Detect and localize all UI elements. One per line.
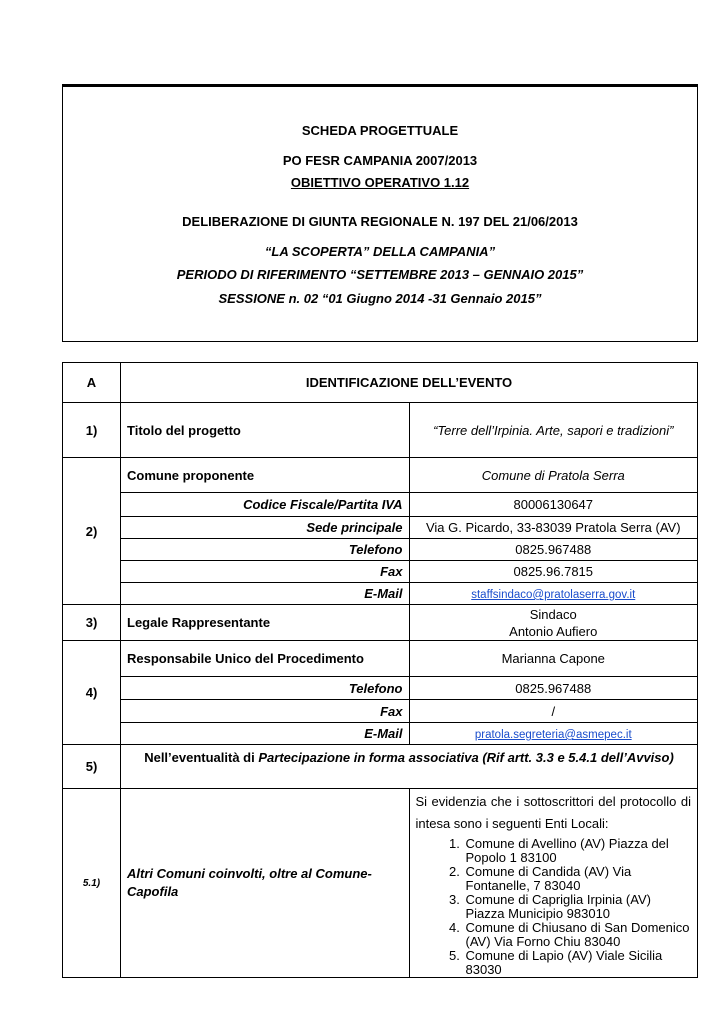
row-fax: [63, 561, 698, 583]
legale-label: Legale Rappresentante: [121, 605, 410, 641]
email-label: E-Mail: [121, 583, 410, 605]
list-item: 3. Comune di Capriglia Irpinia (AV) Piazza Municipio 983010: [464, 893, 692, 921]
row-number: 3): [63, 605, 121, 641]
legale-role: Sindaco: [529, 606, 577, 622]
sede-label: Sede principale: [121, 517, 410, 539]
sede-value: Via G. Picardo, 33-83039 Pratola Serra (AV): [409, 517, 698, 539]
altri-comuni-label: Altri Comuni coinvolti, oltre al Comune-Capofila: [121, 789, 410, 978]
row-number: 4): [63, 641, 121, 745]
row-number: 2): [63, 458, 121, 605]
telefono-label: Telefono: [121, 677, 410, 700]
telefono-label: Telefono: [121, 539, 410, 561]
email-label: E-Mail: [121, 723, 410, 745]
event-name: “LA SCOPERTA” DELLA CAMPANIA”: [264, 244, 496, 259]
telefono-value: 0825.967488: [409, 677, 698, 700]
list-item: 2. Comune di Candida (AV) Via Fontanelle, 7 83040: [464, 865, 692, 893]
section-title: IDENTIFICAZIONE DELL’EVENTO: [121, 363, 698, 403]
program-title: PO FESR CAMPANIA 2007/2013: [282, 153, 478, 168]
associativa-text: Nell’eventualità di Partecipazione in forma associativa (Rif artt. 3.3 e 5.4.1 dell’Avviso): [121, 745, 698, 789]
list-item: 4. Comune di Chiusano di San Domenico (AV) Via Forno Chiu 83040: [464, 921, 692, 949]
titolo-label: Titolo del progetto: [121, 403, 410, 458]
row-email: [63, 723, 698, 745]
altri-comuni-value: [409, 789, 698, 978]
responsabile-label: Responsabile Unico del Procedimento: [121, 641, 410, 677]
row-number: 5.1): [63, 789, 121, 978]
objective-title: OBIETTIVO OPERATIVO 1.12: [290, 175, 470, 190]
fax-value: /: [409, 700, 698, 723]
titolo-value: “Terre dell’Irpinia. Arte, sapori e tradizioni”: [409, 403, 698, 458]
row-telefono: [63, 677, 698, 700]
deliberation-title: DELIBERAZIONE DI GIUNTA REGIONALE N. 197 DEL 21/06/2013: [182, 214, 578, 229]
row-fax: [63, 700, 698, 723]
section-letter: A: [63, 363, 121, 403]
telefono-value: 0825.967488: [409, 539, 698, 561]
list-item: 5. Comune di Lapio (AV) Viale Sicilia 83030: [464, 949, 692, 977]
comune-value: Comune di Pratola Serra: [409, 458, 698, 493]
row-comune: [63, 458, 698, 493]
table-header-row: [63, 363, 698, 403]
legale-name: Antonio Aufiero: [509, 623, 598, 639]
row-altri-comuni: [63, 789, 698, 978]
row-sede: [63, 517, 698, 539]
row-associativa: [63, 745, 698, 789]
session-line: SESSIONE n. 02 “01 Giugno 2014 -31 Gennaio 2015”: [218, 291, 542, 306]
comune-label: Comune proponente: [121, 458, 410, 493]
row-number: 5): [63, 745, 121, 789]
row-email: [63, 583, 698, 605]
identification-table: [62, 362, 698, 978]
row-responsabile: [63, 641, 698, 677]
fax-label: Fax: [121, 700, 410, 723]
row-telefono: [63, 539, 698, 561]
fax-value: 0825.96.7815: [409, 561, 698, 583]
altri-comuni-intro: Si evidenzia che i sottoscrittori del protocollo di intesa sono i seguenti Enti Locali:: [415, 794, 691, 831]
list-item: 1. Comune di Avellino (AV) Piazza del Popolo 1 83100: [464, 837, 692, 865]
header-box: [62, 86, 698, 342]
email-link[interactable]: pratola.segreteria@asmepec.it: [474, 729, 632, 741]
email-link[interactable]: staffsindaco@pratolaserra.gov.it: [471, 589, 636, 601]
cf-label: Codice Fiscale/Partita IVA: [121, 493, 410, 517]
responsabile-value: Marianna Capone: [409, 641, 698, 677]
row-titolo: [63, 403, 698, 458]
period-line: PERIODO DI RIFERIMENTO “SETTEMBRE 2013 – GENNAIO 2015”: [176, 267, 584, 282]
row-cf: [63, 493, 698, 517]
enti-list: [416, 837, 692, 977]
fax-label: Fax: [121, 561, 410, 583]
cf-value: 80006130647: [409, 493, 698, 517]
row-legale: [63, 605, 698, 641]
row-number: 1): [63, 403, 121, 458]
doc-title: SCHEDA PROGETTUALE: [301, 123, 459, 138]
